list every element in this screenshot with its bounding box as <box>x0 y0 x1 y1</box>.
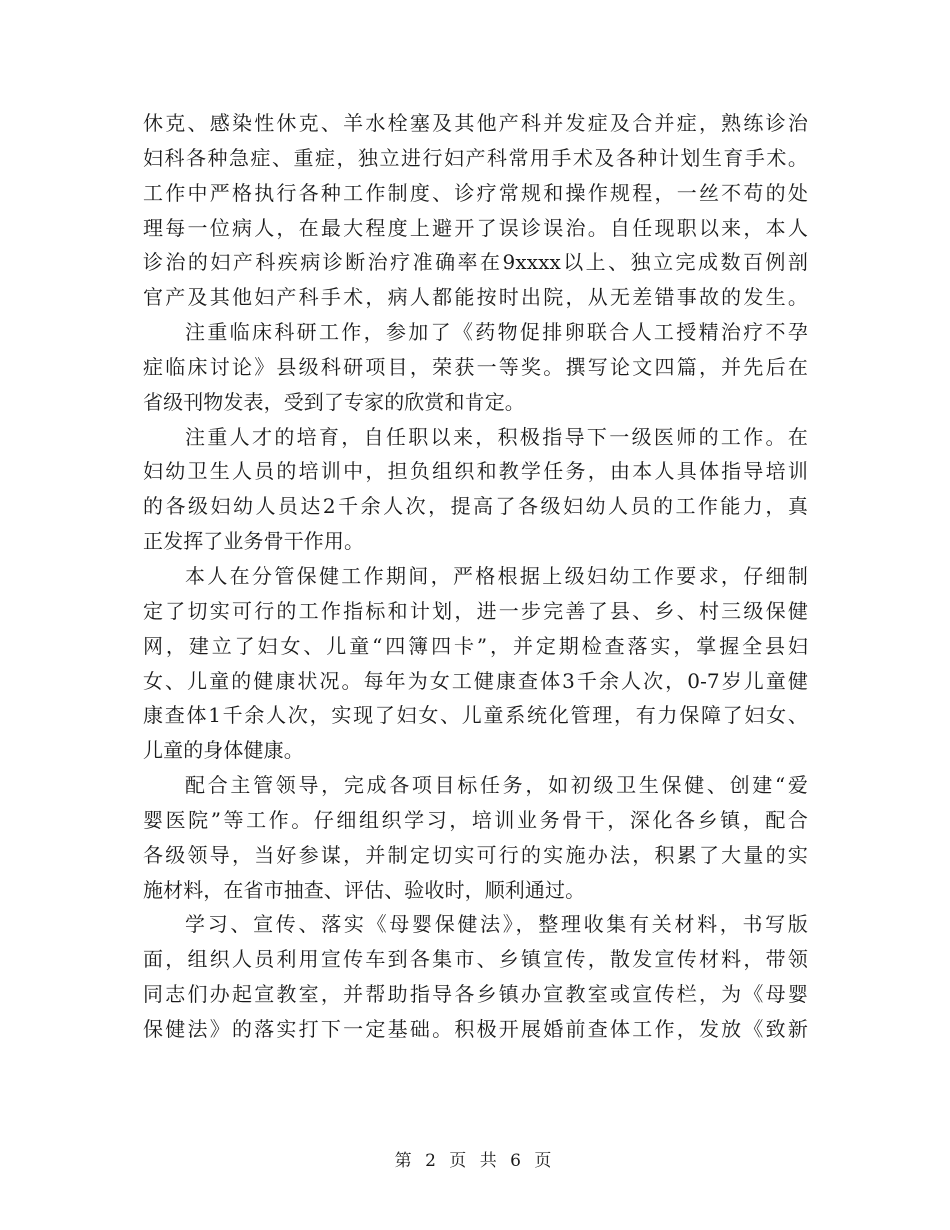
text-line: 省级刊物发表，受到了专家的欣赏和肯定。 <box>143 389 525 414</box>
text-line: 康查体1千余人次，实现了妇女、儿童系统化管理，有力保障了妇女、 <box>143 703 808 728</box>
document-body <box>143 106 808 1047</box>
text-line: 官产及其他妇产科手术，病人都能按时出院，从无差错事故的发生。 <box>143 285 808 310</box>
text-line: 理每一位病人，在最大程度上避开了误诊误治。自任现职以来，本人 <box>143 215 808 240</box>
text-line: 婴医院”等工作。仔细组织学习，培训业务骨干，深化各乡镇，配合 <box>143 807 808 832</box>
text-line: 工作中严格执行各种工作制度、诊疗常规和操作规程，一丝不苟的处 <box>143 180 808 205</box>
text-line: 保健法》的落实打下一定基础。积极开展婚前查体工作，发放《致新 <box>143 1016 808 1041</box>
text-line: 定了切实可行的工作指标和计划，进一步完善了县、乡、村三级保健 <box>143 598 808 623</box>
text-line: 的各级妇幼人员达2千余人次，提高了各级妇幼人员的工作能力，真 <box>143 494 808 519</box>
text-line: 本人在分管保健工作期间，严格根据上级妇幼工作要求，仔细制 <box>185 563 808 588</box>
text-line: 症临床讨论》县级科研项目，荣获一等奖。撰写论文四篇，并先后在 <box>143 354 808 379</box>
text-line: 注重人才的培育，自任职以来，积极指导下一级医师的工作。在 <box>185 424 808 449</box>
text-line: 配合主管领导，完成各项目标任务，如初级卫生保健、创建“爱 <box>185 773 808 798</box>
text-line: 面，组织人员利用宣传车到各集市、乡镇宣传，散发宣传材料，带领 <box>143 947 808 972</box>
text-line: 同志们办起宣教室，并帮助指导各乡镇办宣教室或宣传栏，为《母婴 <box>143 982 808 1007</box>
text-line: 妇科各种急症、重症，独立进行妇产科常用手术及各种计划生育手术。 <box>143 145 808 170</box>
page-footer: 第 2 页 共 6 页 <box>394 1151 556 1171</box>
text-line: 注重临床科研工作，参加了《药物促排卵联合人工授精治疗不孕 <box>185 320 808 345</box>
text-line: 正发挥了业务骨干作用。 <box>143 529 365 554</box>
text-line: 网，建立了妇女、儿童“四簿四卡”，并定期检查落实，掌握全县妇 <box>143 633 808 658</box>
text-line: 施材料，在省市抽查、评估、验收时，顺利通过。 <box>143 877 586 902</box>
text-line: 诊治的妇产科疾病诊断治疗准确率在9xxxx以上、独立完成数百例剖 <box>143 250 808 275</box>
text-line: 女、儿童的健康状况。每年为女工健康查体3千余人次，0-7岁儿童健 <box>143 668 808 693</box>
text-line: 各级领导，当好参谋，并制定切实可行的实施办法，积累了大量的实 <box>143 842 808 867</box>
text-line: 学习、宣传、落实《母婴保健法》，整理收集有关材料，书写版 <box>185 912 808 937</box>
text-line: 休克、感染性休克、羊水栓塞及其他产科并发症及合并症，熟练诊治 <box>143 111 808 135</box>
text-line: 儿童的身体健康。 <box>143 738 304 763</box>
text-line: 妇幼卫生人员的培训中，担负组织和教学任务，由本人具体指导培训 <box>143 459 808 484</box>
